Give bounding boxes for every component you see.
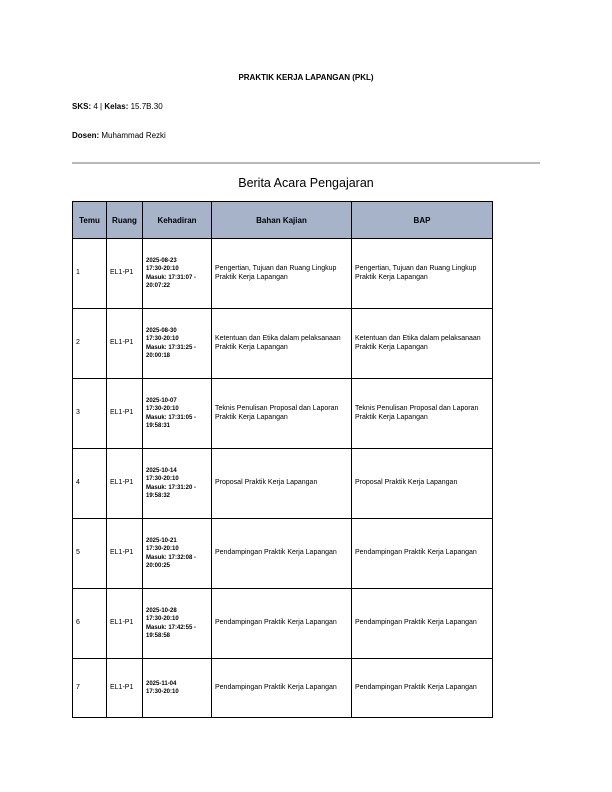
kehadiran-date: 2025-10-07 [146, 398, 177, 405]
kehadiran-time: 17:30-20:10 [146, 336, 179, 343]
bap-cell: Ketentuan dan Etika dalam pelaksanaan Praktik Kerja Lapangan [352, 309, 493, 379]
divider [72, 162, 540, 164]
kehadiran-time: 17:30-20:10 [146, 406, 179, 413]
kehadiran-cell [143, 379, 212, 449]
bahan-kajian-cell: Proposal Praktik Kerja Lapangan [212, 449, 352, 519]
bahan-kajian-cell: Pendampingan Praktik Kerja Lapangan [212, 519, 352, 589]
kehadiran-masuk: Masuk: 17:31:05 - 19:58:31 [146, 414, 197, 429]
kehadiran-date: 2025-10-28 [146, 608, 177, 615]
separator: | [100, 102, 103, 111]
ruang-cell: EL1-P1 [107, 589, 143, 659]
header-bap: BAP [352, 202, 493, 239]
kehadiran-cell [143, 309, 212, 379]
table-row [73, 379, 493, 449]
kehadiran-masuk: Masuk: 17:32:08 - 20:00:25 [146, 554, 197, 569]
kehadiran-time: 17:30-20:10 [146, 689, 179, 695]
kehadiran-cell [143, 519, 212, 589]
dosen-value: Muhammad Rezki [101, 131, 166, 140]
dosen-line [72, 131, 166, 140]
ruang-cell: EL1-P1 [107, 519, 143, 589]
table-header-row [73, 202, 493, 239]
ruang-cell: EL1-P1 [107, 449, 143, 519]
temu-cell: 1 [73, 239, 107, 309]
kehadiran-time: 17:30-20:10 [146, 546, 179, 553]
temu-cell: 3 [73, 379, 107, 449]
kehadiran-masuk: Masuk: 17:31:07 - 20:07:22 [146, 274, 197, 289]
bap-cell: Pendampingan Praktik Kerja Lapangan [352, 659, 493, 718]
bap-cell: Pendampingan Praktik Kerja Lapangan [352, 589, 493, 659]
kehadiran-masuk: Masuk: 17:31:20 - 19:58:32 [146, 484, 197, 499]
sks-kelas-line [72, 102, 163, 111]
section-title: Berita Acara Pengajaran [238, 176, 374, 190]
kehadiran-date: 2025-10-14 [146, 468, 177, 475]
temu-cell: 2 [73, 309, 107, 379]
table-row [73, 239, 493, 309]
bahan-kajian-cell: Teknis Penulisan Proposal dan Laporan Praktik Kerja Lapangan [212, 379, 352, 449]
bahan-kajian-cell: Ketentuan dan Etika dalam pelaksanaan Praktik Kerja Lapangan [212, 309, 352, 379]
sks-value: 4 [93, 102, 98, 111]
bap-cell: Pengertian, Tujuan dan Ruang Lingkup Praktik Kerja Lapangan [352, 239, 493, 309]
kehadiran-time: 17:30-20:10 [146, 616, 179, 623]
kehadiran-cell [143, 589, 212, 659]
table-row [73, 519, 493, 589]
page-title: PRAKTIK KERJA LAPANGAN (PKL) [238, 73, 374, 82]
bap-cell: Teknis Penulisan Proposal dan Laporan Praktik Kerja Lapangan [352, 379, 493, 449]
berita-acara-table [72, 201, 493, 718]
kehadiran-masuk: Masuk: 17:42:55 - 19:58:58 [146, 624, 197, 639]
kehadiran-date: 2025-10-21 [146, 538, 177, 545]
dosen-label: Dosen: [72, 131, 100, 140]
ruang-cell: EL1-P1 [107, 309, 143, 379]
table-row [73, 659, 493, 718]
ruang-cell: EL1-P1 [107, 239, 143, 309]
temu-cell: 7 [73, 659, 107, 718]
ruang-cell: EL1-P1 [107, 659, 143, 718]
kehadiran-cell [143, 659, 212, 718]
kehadiran-masuk: Masuk: 17:31:25 - 20:00:18 [146, 344, 197, 359]
kelas-label: Kelas: [104, 102, 129, 111]
temu-cell: 6 [73, 589, 107, 659]
kehadiran-cell [143, 239, 212, 309]
table-row [73, 309, 493, 379]
table-row [73, 449, 493, 519]
bahan-kajian-cell: Pengertian, Tujuan dan Ruang Lingkup Praktik Kerja Lapangan [212, 239, 352, 309]
header-temu: Temu [73, 202, 107, 239]
kehadiran-cell [143, 449, 212, 519]
bap-cell: Pendampingan Praktik Kerja Lapangan [352, 519, 493, 589]
bahan-kajian-cell: Pendampingan Praktik Kerja Lapangan [212, 589, 352, 659]
kehadiran-time: 17:30-20:10 [146, 266, 179, 273]
temu-cell: 5 [73, 519, 107, 589]
ruang-cell: EL1-P1 [107, 379, 143, 449]
kehadiran-date: 2025-11-04 [146, 680, 177, 687]
sks-label: SKS: [72, 102, 92, 111]
table-row [73, 589, 493, 659]
header-bahan-kajian: Bahan Kajian [212, 202, 352, 239]
bap-cell: Proposal Praktik Kerja Lapangan [352, 449, 493, 519]
kelas-value: 15.7B.30 [130, 102, 163, 111]
kehadiran-date: 2025-08-23 [146, 258, 177, 265]
temu-cell: 4 [73, 449, 107, 519]
kehadiran-time: 17:30-20:10 [146, 476, 179, 483]
kehadiran-date: 2025-08-30 [146, 328, 177, 335]
header-ruang: Ruang [107, 202, 143, 239]
header-kehadiran: Kehadiran [143, 202, 212, 239]
bahan-kajian-cell: Pendampingan Praktik Kerja Lapangan [212, 659, 352, 718]
